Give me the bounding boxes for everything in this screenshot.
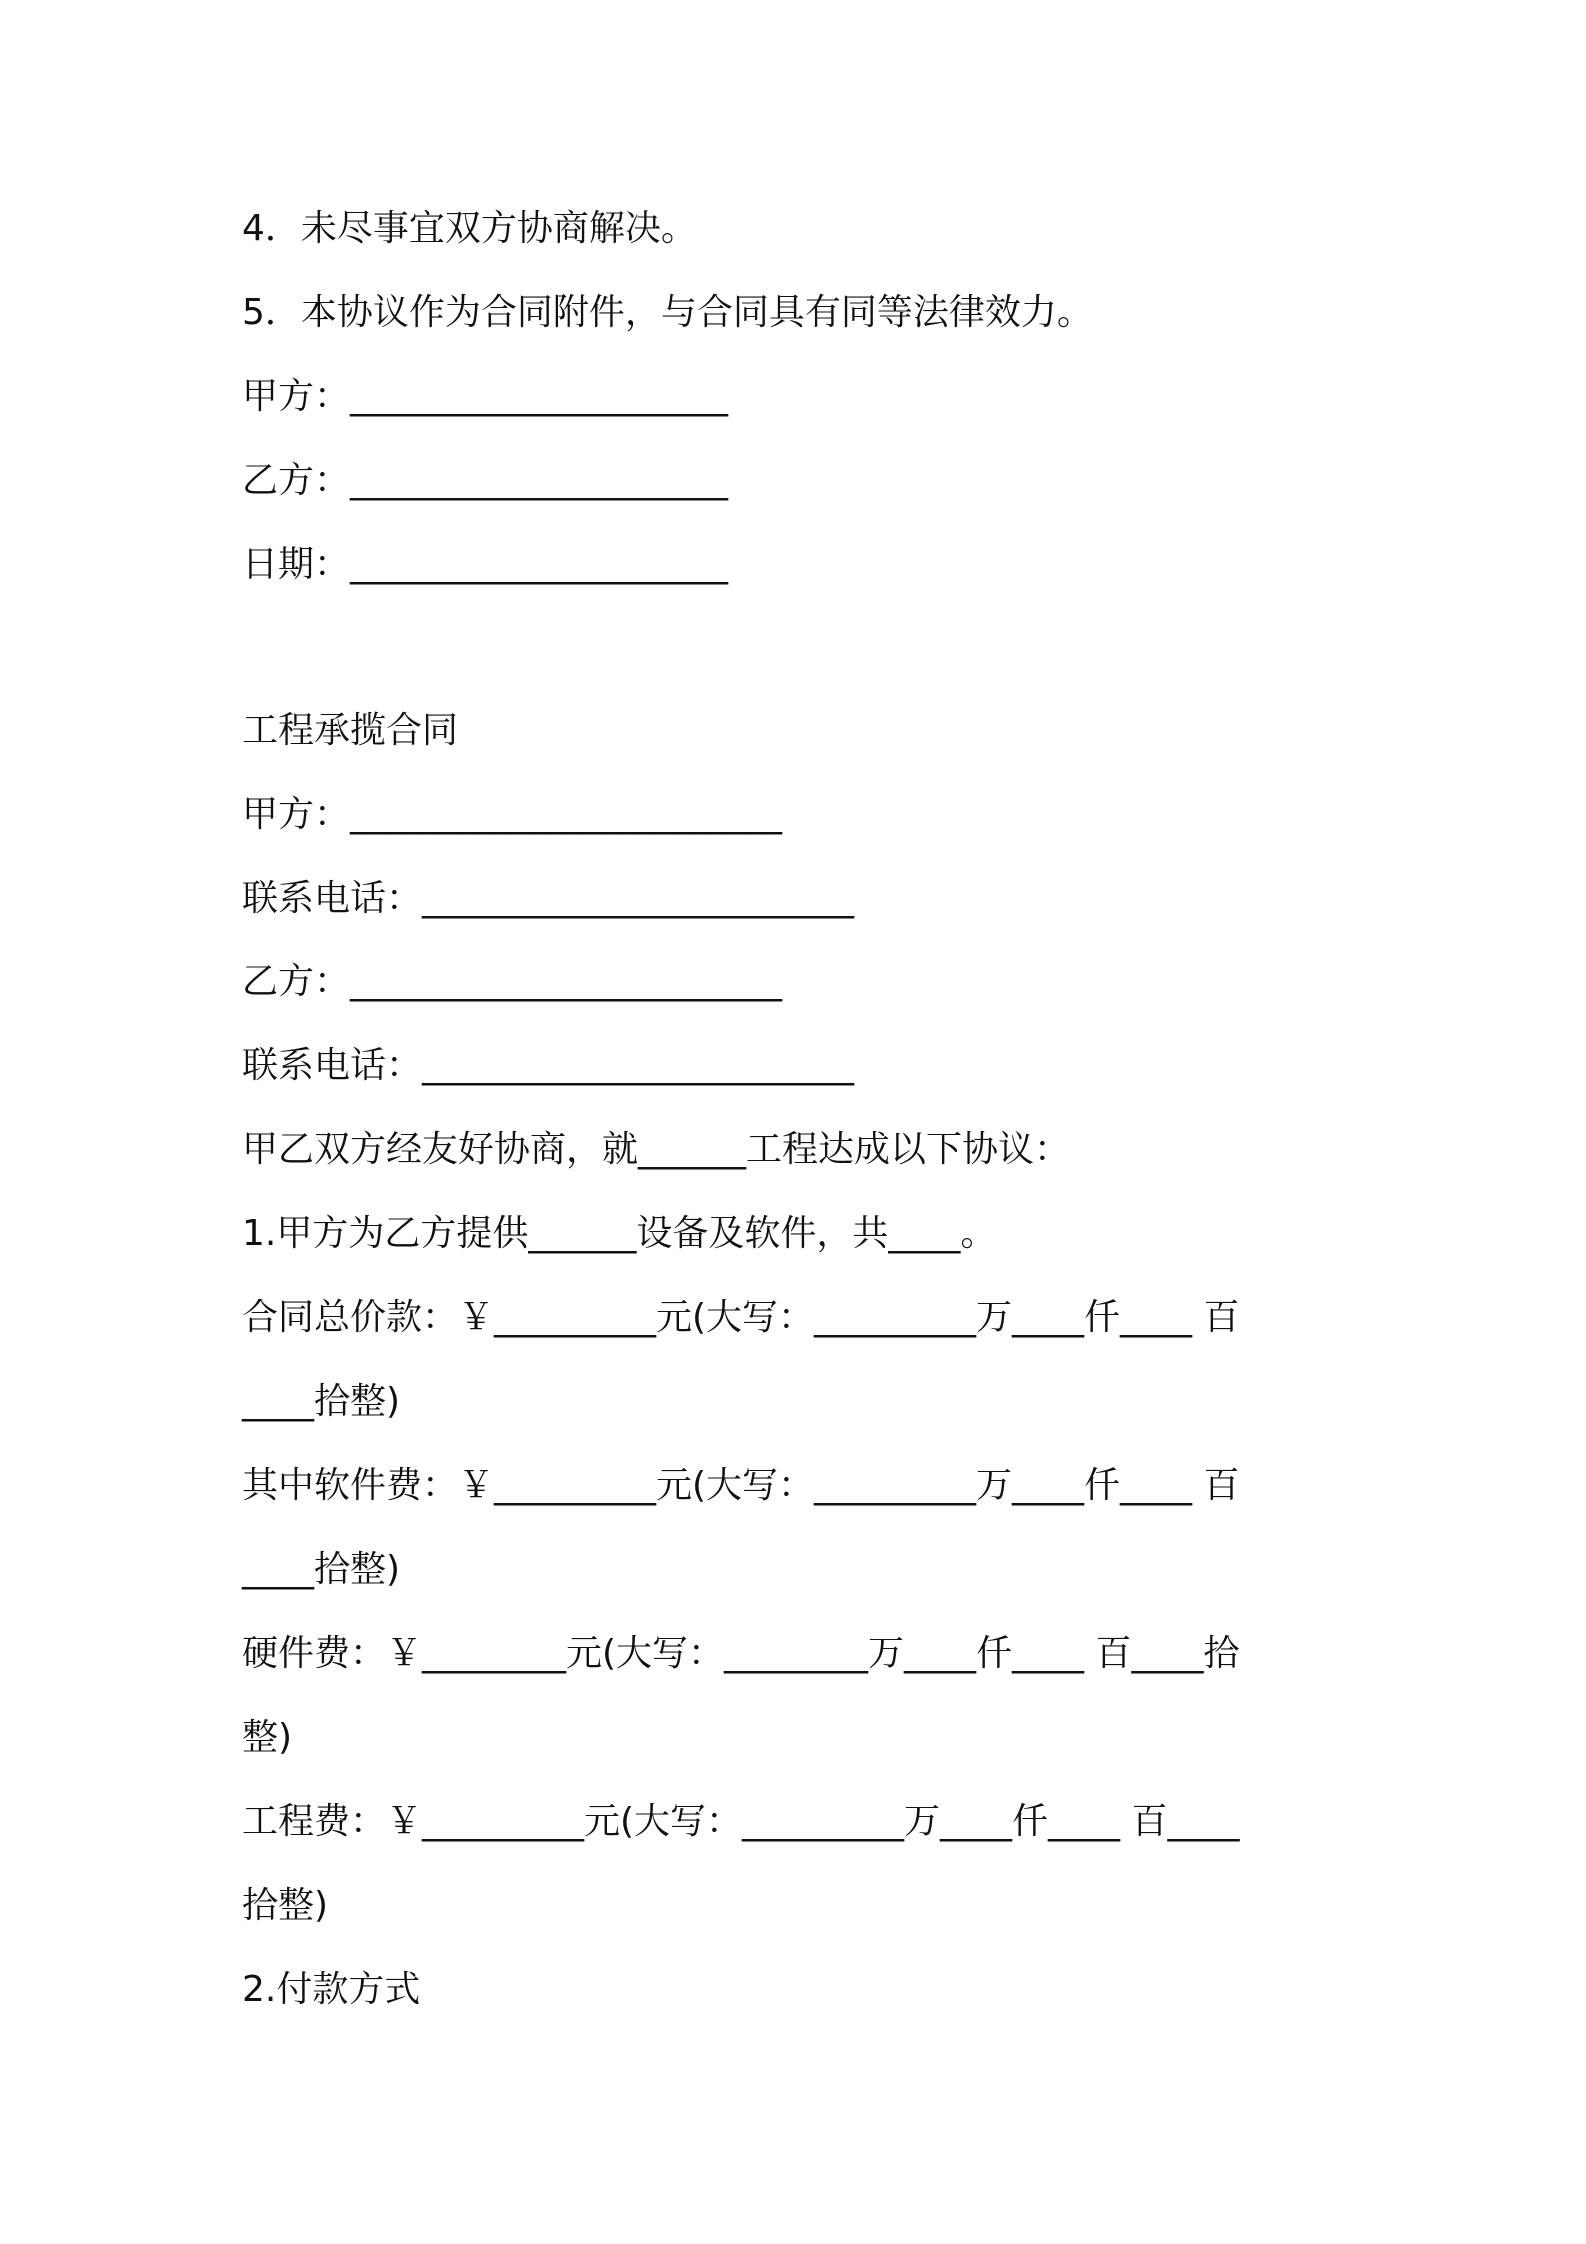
date-signature-line: 日期：_____________________ (242, 544, 729, 585)
item-1-equipment: 1.甲方为乙方提供______设备及软件，共____。 (242, 1213, 997, 1254)
party-b-signature-line: 乙方：_____________________ (242, 460, 729, 501)
clause-4-text: 4．未尽事宜双方协商解决。 (242, 208, 697, 249)
party-b-field: 乙方：________________________ (242, 961, 783, 1002)
party-a-phone-field: 联系电话：________________________ (242, 878, 855, 919)
total-price-continued: ____拾整) (242, 1381, 401, 1422)
party-a-signature-line: 甲方：_____________________ (242, 376, 729, 417)
engineering-fee-line: 工程费：￥_________元(大写：_________万____仟____ 百____ (242, 1801, 1240, 1842)
party-b-phone-field: 联系电话：________________________ (242, 1045, 855, 1086)
agreement-intro: 甲乙双方经友好协商，就______工程达成以下协议： (242, 1129, 1071, 1170)
contract-title: 工程承揽合同 (242, 710, 459, 751)
clause-5-text: 5．本协议作为合同附件，与合同具有同等法律效力。 (242, 292, 1093, 333)
hardware-fee-continued: 整) (242, 1717, 293, 1758)
engineering-fee-continued: 拾整) (242, 1885, 329, 1926)
hardware-fee-line: 硬件费：￥________元(大写：________万____仟____ 百____拾 (242, 1633, 1240, 1674)
software-fee-line: 其中软件费：￥_________元(大写：_________万____仟____ 百 (242, 1465, 1240, 1506)
party-a-field: 甲方：________________________ (242, 794, 783, 835)
item-2-payment-method: 2.付款方式 (242, 1969, 421, 2010)
software-fee-continued: ____拾整) (242, 1549, 401, 1590)
total-price-line: 合同总价款：￥_________元(大写：_________万____仟____ 百 (242, 1297, 1240, 1338)
